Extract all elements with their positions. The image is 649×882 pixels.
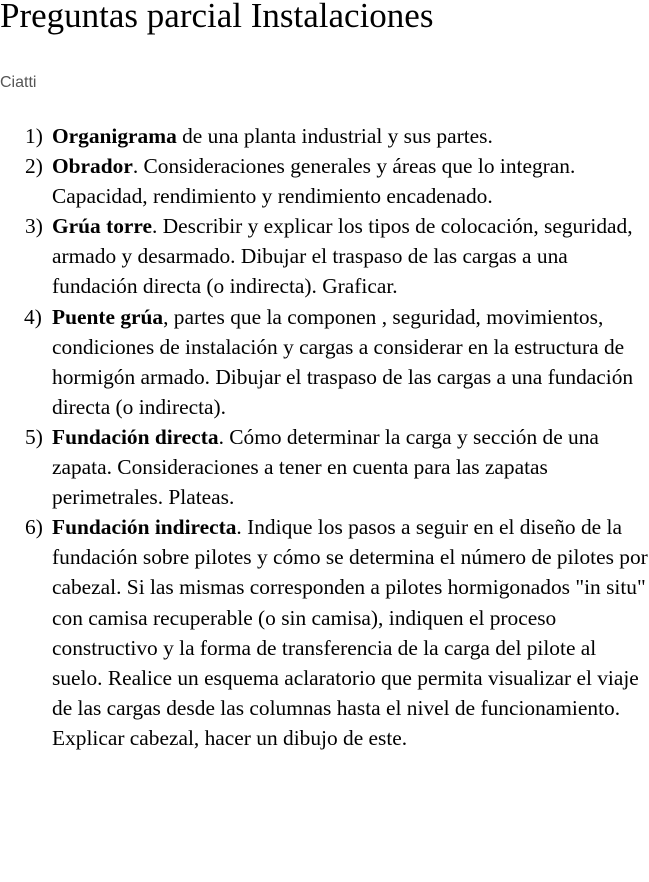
question-term: Puente grúa <box>52 304 164 329</box>
question-term: Grúa torre <box>52 214 152 239</box>
question-item-6 <box>0 512 649 753</box>
question-number: 1) <box>25 124 43 148</box>
question-text: . Describir y explicar los tipos de colocación, seguridad, armado y desarmado. Dibujar el traspaso de las cargas a una fundación directa (o indirecta). Graficar. <box>52 214 633 299</box>
page-title: Preguntas parcial Instalaciones <box>0 0 434 35</box>
question-number: 4) <box>24 304 42 329</box>
question-item-1 <box>0 121 649 151</box>
question-list <box>0 121 649 753</box>
question-term: Fundación indirecta <box>52 515 237 540</box>
question-number: 3) <box>25 214 43 239</box>
question-item-4 <box>0 302 649 422</box>
question-text: de una planta industrial y sus partes. <box>176 124 493 148</box>
question-item-5 <box>0 422 649 512</box>
question-text: . Indique los pasos a seguir en el diseño de la fundación sobre pilotes y cómo se determina el número de pilotes por cabezal. Si las mismas corresponden a pilotes hormigonados "in situ" con camisa recuperable (o sin camisa), indiquen el proceso constructivo y la forma de transferencia de la carga del pilote al suelo. Realice un esquema aclaratorio que permita visualizar el viaje de las cargas desde las columnas hasta el nivel de funcionamiento. Explicar cabezal, hacer un dibujo de este. <box>52 515 648 750</box>
question-text: , partes que la componen , seguridad, movimientos, condiciones de instalación y cargas a considerar en la estructura de hormigón armado. Dibujar el traspaso de las cargas a una fundación directa (o indirecta). <box>52 304 634 419</box>
question-term: Obrador <box>52 154 133 179</box>
question-item-2 <box>0 151 649 211</box>
question-term: Organigrama <box>52 124 177 148</box>
question-term: Fundación directa <box>52 424 219 449</box>
question-text: . Consideraciones generales y áreas que lo integran. Capacidad, rendimiento y rendimiento encadenado. <box>52 154 576 209</box>
question-number: 6) <box>25 515 43 540</box>
author-name: Ciatti <box>0 74 37 91</box>
question-text: . Cómo determinar la carga y sección de una zapata. Consideraciones a tener en cuenta para las zapatas perimetrales. Plateas. <box>52 424 599 510</box>
question-item-3 <box>0 211 649 301</box>
question-number: 2) <box>25 154 43 179</box>
question-number: 5) <box>25 424 43 449</box>
